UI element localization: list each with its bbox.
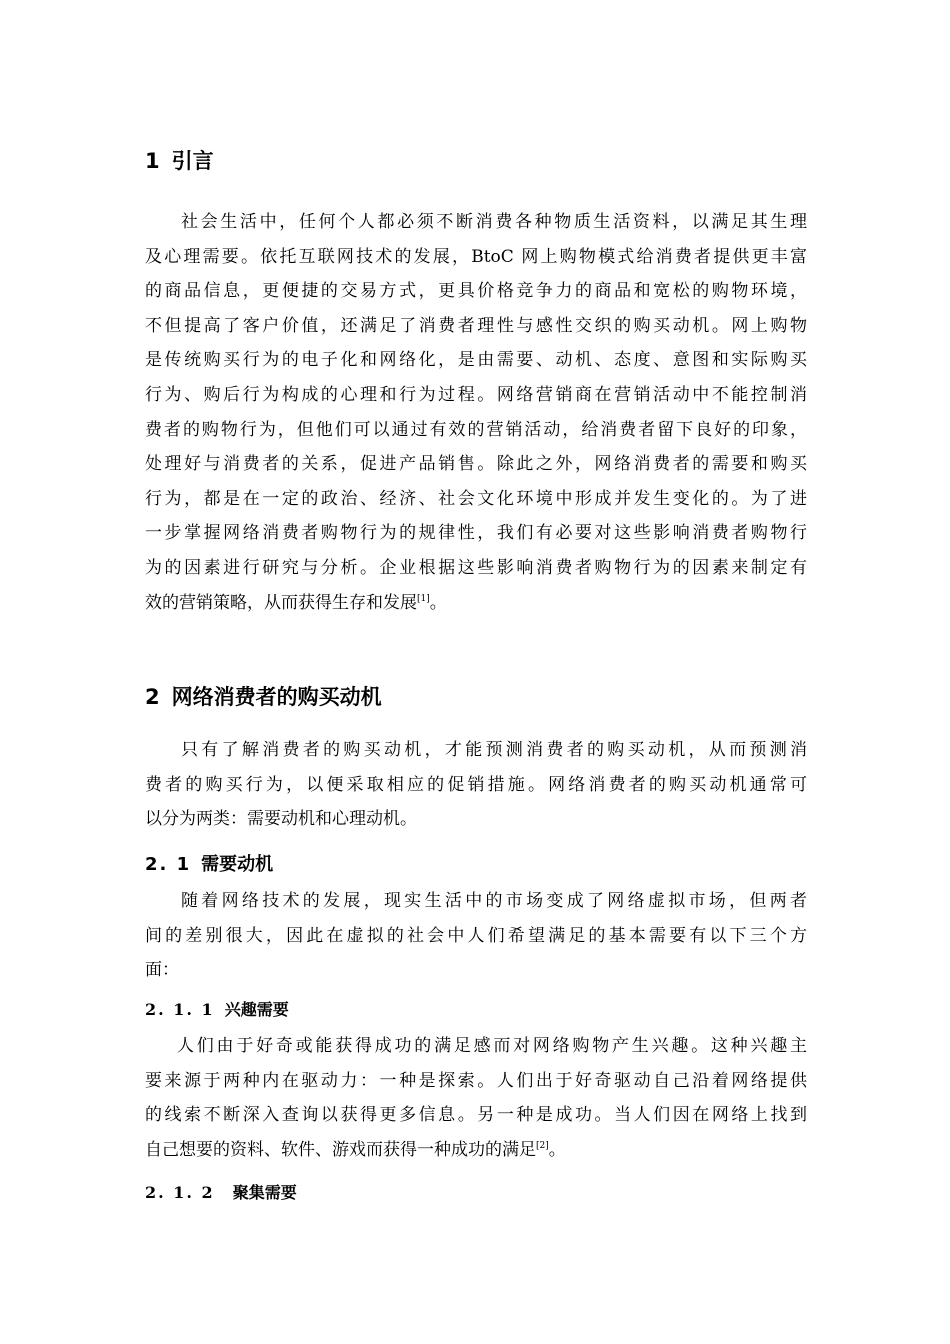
paragraph-line: 以分为两类：需要动机和心理动机。 bbox=[145, 809, 417, 830]
section-title: 网络消费者的购买动机 bbox=[171, 685, 382, 709]
section-title: 兴趣需要 bbox=[224, 1000, 289, 1019]
paragraph-line: 随着网络技术的发展，现实生活中的市场变成了网络虚拟市场，但两者 bbox=[181, 891, 807, 911]
section-title: 聚集需要 bbox=[232, 1183, 297, 1202]
citation-reference[interactable]: [1] bbox=[417, 593, 430, 604]
paragraph-line: 是传统购买行为的电子化和网络化，是由需要、动机、态度、意图和实际购买 bbox=[145, 350, 807, 371]
sentence-end: 。 bbox=[548, 1139, 566, 1160]
section-1-heading bbox=[145, 147, 214, 175]
section-2-1-1-paragraph bbox=[145, 1029, 807, 1167]
paragraph-line: 的商品信息，更便捷的交易方式，更具价格竞争力的商品和宽松的购物环境， bbox=[145, 281, 807, 302]
paragraph-line-text: 自己想要的资料、软件、游戏而获得一种成功的满足 bbox=[145, 1139, 536, 1160]
paragraph-line: 只有了解消费者的购买动机，才能预测消费者的购买动机，从而预测消 bbox=[181, 740, 807, 760]
paragraph-line: 间的差别很大，因此在虚拟的社会中人们希望满足的基本需要有以下三个方 bbox=[145, 925, 807, 946]
section-2-1-1-heading bbox=[145, 998, 289, 1022]
paragraph-line: 社会生活中，任何个人都必须不断消费各种物质生活资料，以满足其生理 bbox=[181, 212, 807, 232]
section-2-paragraph bbox=[145, 733, 807, 837]
section-title: 需要动机 bbox=[201, 854, 274, 875]
section-2-1-2-heading bbox=[145, 1181, 297, 1205]
paragraph-line: 及心理需要。依托互联网技术的发展，BtoC 网上购物模式给消费者提供更丰富 bbox=[145, 246, 807, 267]
section-number: 2. 1. 1 bbox=[145, 1000, 215, 1019]
section-2-heading bbox=[145, 683, 382, 711]
paragraph-line: 行为、购后行为构成的心理和行为过程。网络营销商在营销活动中不能控制消 bbox=[145, 384, 807, 405]
section-number: 2. 1 bbox=[145, 854, 192, 875]
section-2-1-paragraph bbox=[145, 884, 807, 988]
paragraph-line: 要来源于两种内在驱动力：一种是探索。人们出于好奇驱动自己沿着网络提供 bbox=[145, 1070, 807, 1091]
paragraph-line: 一步掌握网络消费者购物行为的规律性，我们有必要对这些影响消费者购物行 bbox=[145, 523, 807, 544]
sentence-end: 。 bbox=[429, 592, 447, 613]
paragraph-line: 的线索不断深入查询以获得更多信息。另一种是成功。当人们因在网络上找到 bbox=[145, 1105, 807, 1126]
paragraph-line: 为的因素进行研究与分析。企业根据这些影响消费者购物行为的因素来制定有 bbox=[145, 557, 807, 578]
paragraph-line-text: 效的营销策略，从而获得生存和发展 bbox=[145, 592, 417, 613]
citation-reference[interactable]: [2] bbox=[536, 1140, 549, 1151]
section-number: 2 bbox=[145, 685, 160, 709]
section-number: 2. 1. 2 bbox=[145, 1183, 215, 1202]
section-2-1-heading bbox=[145, 852, 273, 878]
paragraph-line: 面： bbox=[145, 960, 179, 981]
paragraph-line: 不但提高了客户价值，还满足了消费者理性与感性交织的购买动机。网上购物 bbox=[145, 315, 807, 336]
paragraph-line: 人们由于好奇或能获得成功的满足感而对网络购物产生兴趣。这种兴趣主 bbox=[177, 1036, 807, 1056]
section-number: 1 bbox=[145, 149, 160, 173]
paragraph-line: 费者的购物行为，但他们可以通过有效的营销活动，给消费者留下良好的印象， bbox=[145, 419, 807, 440]
paragraph-line: 费者的购买行为，以便采取相应的促销措施。网络消费者的购买动机通常可 bbox=[145, 774, 807, 795]
paragraph-last-line bbox=[145, 586, 807, 621]
paragraph-line: 行为，都是在一定的政治、经济、社会文化环境中形成并发生变化的。为了进 bbox=[145, 488, 807, 509]
section-title: 引言 bbox=[171, 149, 214, 173]
paragraph-line: 处理好与消费者的关系，促进产品销售。除此之外，网络消费者的需要和购买 bbox=[145, 454, 807, 475]
paragraph-last-line bbox=[145, 1133, 807, 1168]
section-1-paragraph bbox=[145, 205, 807, 620]
